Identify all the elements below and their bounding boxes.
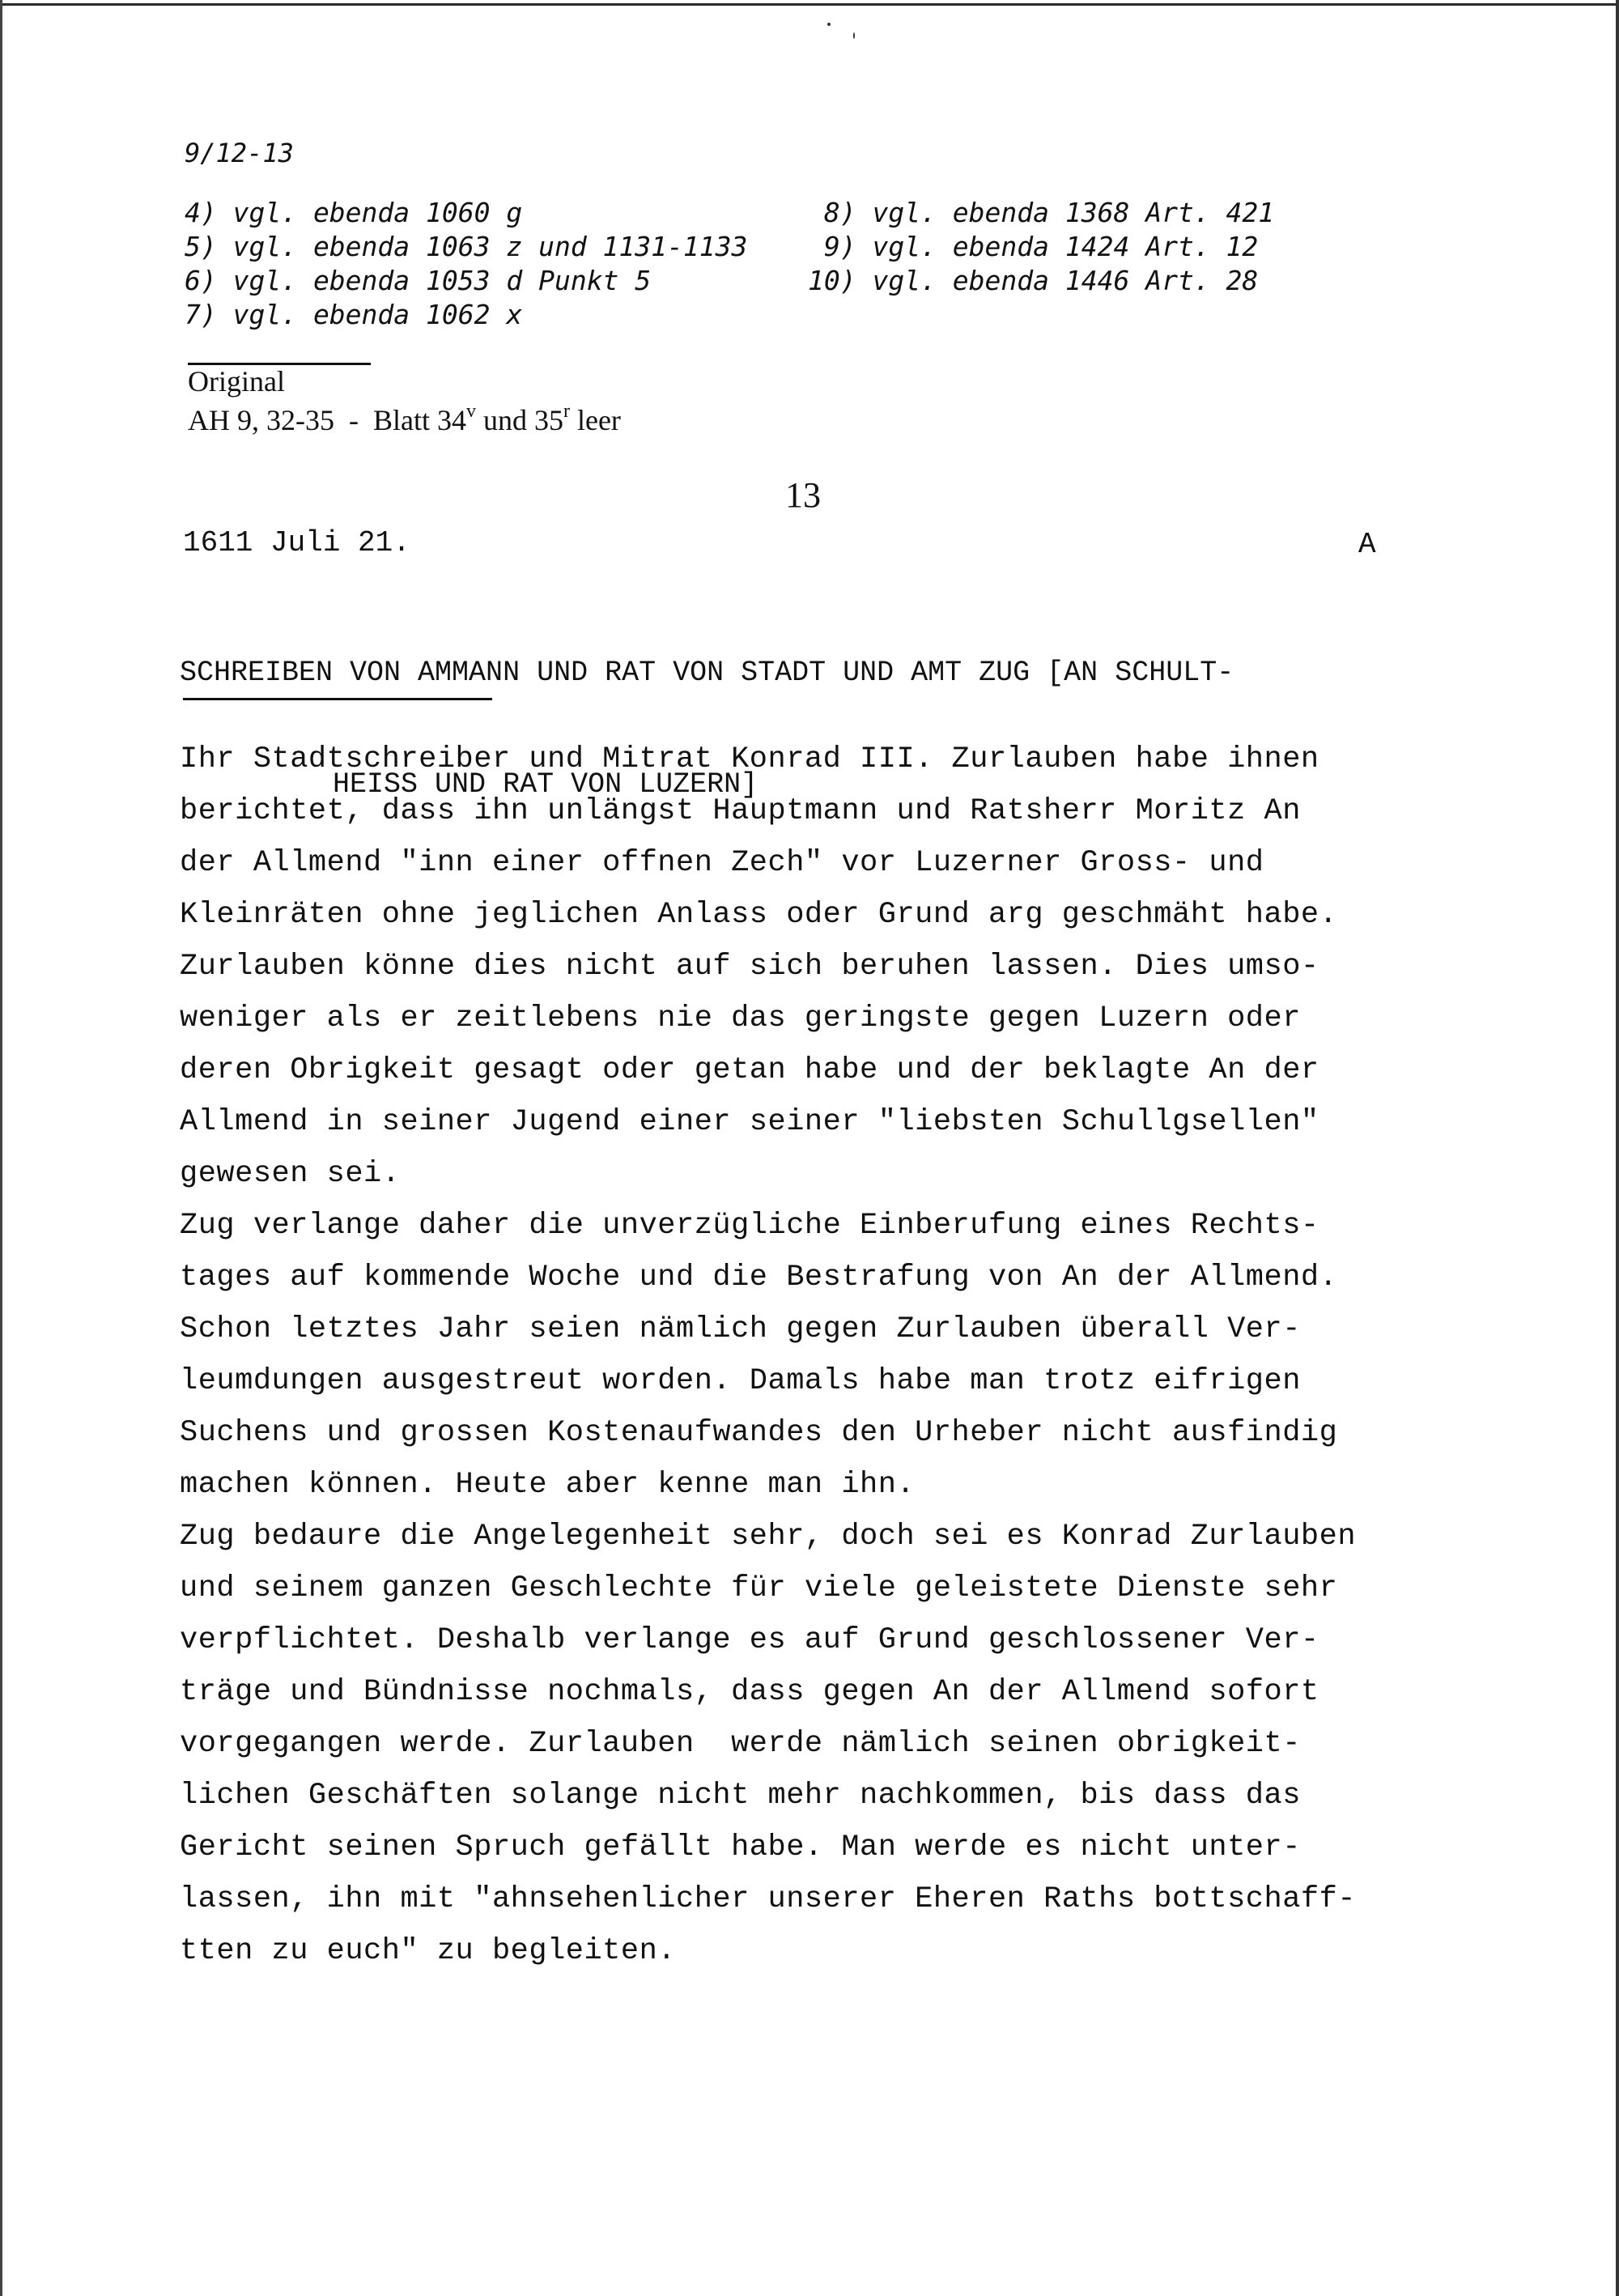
body-line: machen können. Heute aber kenne man ihn. (180, 1468, 916, 1502)
footnote-line: 9) vgl. ebenda 1424 Art. 12 (808, 231, 1259, 262)
body-line: Zug bedaure die Angelegenheit sehr, doch sei es Konrad Zurlauben (180, 1520, 1357, 1554)
title-line: HEISS UND RAT VON LUZERN] (180, 768, 759, 801)
footnote-column-right (808, 196, 1274, 298)
document-date: 1611 Juli 21. (183, 526, 410, 559)
body-line: lichen Geschäften solange nicht mehr nachkommen, bis dass das (180, 1779, 1301, 1813)
scan-speck (853, 32, 855, 39)
body-line: Suchens und grossen Kostenaufwandes den Urheber nicht ausfindig (180, 1416, 1338, 1450)
footnote-reference: 9/12-13 (185, 138, 294, 168)
body-line: Schon letztes Jahr seien nämlich gegen Zurlauben überall Ver- (180, 1312, 1301, 1346)
body-line: der Allmend "inn einer offnen Zech" vor Luzerner Gross- und (180, 846, 1264, 880)
footnote-line: 7) vgl. ebenda 1062 x (185, 299, 523, 330)
folio-verso-sup: v (465, 401, 476, 422)
body-line: verpflichtet. Deshalb verlange es auf Grund geschlossener Ver- (180, 1623, 1319, 1657)
body-line: vorgegangen werde. Zurlauben werde nämlich seinen obrigkeit- (180, 1727, 1301, 1761)
body-line: tten zu euch" zu begleiten. (180, 1934, 676, 1968)
body-line: Gericht seinen Spruch gefällt habe. Man werde es nicht unter- (180, 1830, 1301, 1864)
folio-recto-sup: r (563, 401, 570, 422)
footnote-column-left (185, 196, 747, 332)
footnote-line: 8) vgl. ebenda 1368 Art. 421 (808, 197, 1275, 228)
body-line: tages auf kommende Woche und die Bestrafung von An der Allmend. (180, 1261, 1338, 1295)
document-number: 13 (785, 475, 821, 515)
source-ref-suffix: leer (569, 404, 621, 436)
source-reference (188, 403, 621, 437)
body-line: weniger als er zeitlebens nie das geringste gegen Luzern oder (180, 1001, 1301, 1035)
body-line: und seinem ganzen Geschlechte für viele geleistete Dienste sehr (180, 1571, 1338, 1605)
body-line: träge und Bündnisse nochmals, dass gegen An der Allmend sofort (180, 1675, 1319, 1709)
body-line: lassen, ihn mit "ahnsehenlicher unserer Eheren Raths bottschaff- (180, 1882, 1357, 1916)
body-line: Zurlauben könne dies nicht auf sich beruhen lassen. Dies umso- (180, 950, 1319, 984)
body-line: gewesen sei. (180, 1157, 401, 1191)
body-line: Kleinräten ohne jeglichen Anlass oder Grund arg geschmäht habe. (180, 898, 1338, 932)
scan-edge-left (0, 0, 2, 2296)
title-line: SCHREIBEN VON AMMANN UND RAT VON STADT UND AMT ZUG [AN SCHULT- (180, 657, 1234, 689)
body-line: berichtet, dass ihn unlängst Hauptmann und Ratsherr Moritz An (180, 794, 1301, 828)
body-text (180, 733, 1443, 1977)
body-divider (183, 698, 492, 700)
source-label: Original (188, 365, 285, 398)
scan-speck (827, 23, 831, 26)
body-line: deren Obrigkeit gesagt oder getan habe und der beklagte An der (180, 1053, 1319, 1087)
body-line: leumdungen ausgestreut worden. Damals habe man trotz eifrigen (180, 1364, 1301, 1398)
document-mark: A (1358, 528, 1376, 561)
body-line: Allmend in seiner Jugend einer seiner "liebsten Schullgsellen" (180, 1105, 1319, 1139)
source-ref-middle: und 35 (475, 404, 563, 436)
footnote-line: 6) vgl. ebenda 1053 d Punkt 5 (185, 265, 652, 296)
body-line: Ihr Stadtschreiber und Mitrat Konrad III. Zurlauben habe ihnen (180, 742, 1319, 776)
scan-edge-top (0, 3, 1619, 6)
footnote-line: 10) vgl. ebenda 1446 Art. 28 (808, 265, 1259, 296)
body-line: Zug verlange daher die unverzügliche Einberufung eines Rechts- (180, 1209, 1319, 1243)
footnote-line: 5) vgl. ebenda 1063 z und 1131-1133 (185, 231, 748, 262)
footnote-line: 4) vgl. ebenda 1060 g (185, 197, 523, 228)
source-ref-prefix: AH 9, 32-35 - Blatt 34 (188, 404, 466, 436)
scan-edge-right (1616, 0, 1619, 2296)
